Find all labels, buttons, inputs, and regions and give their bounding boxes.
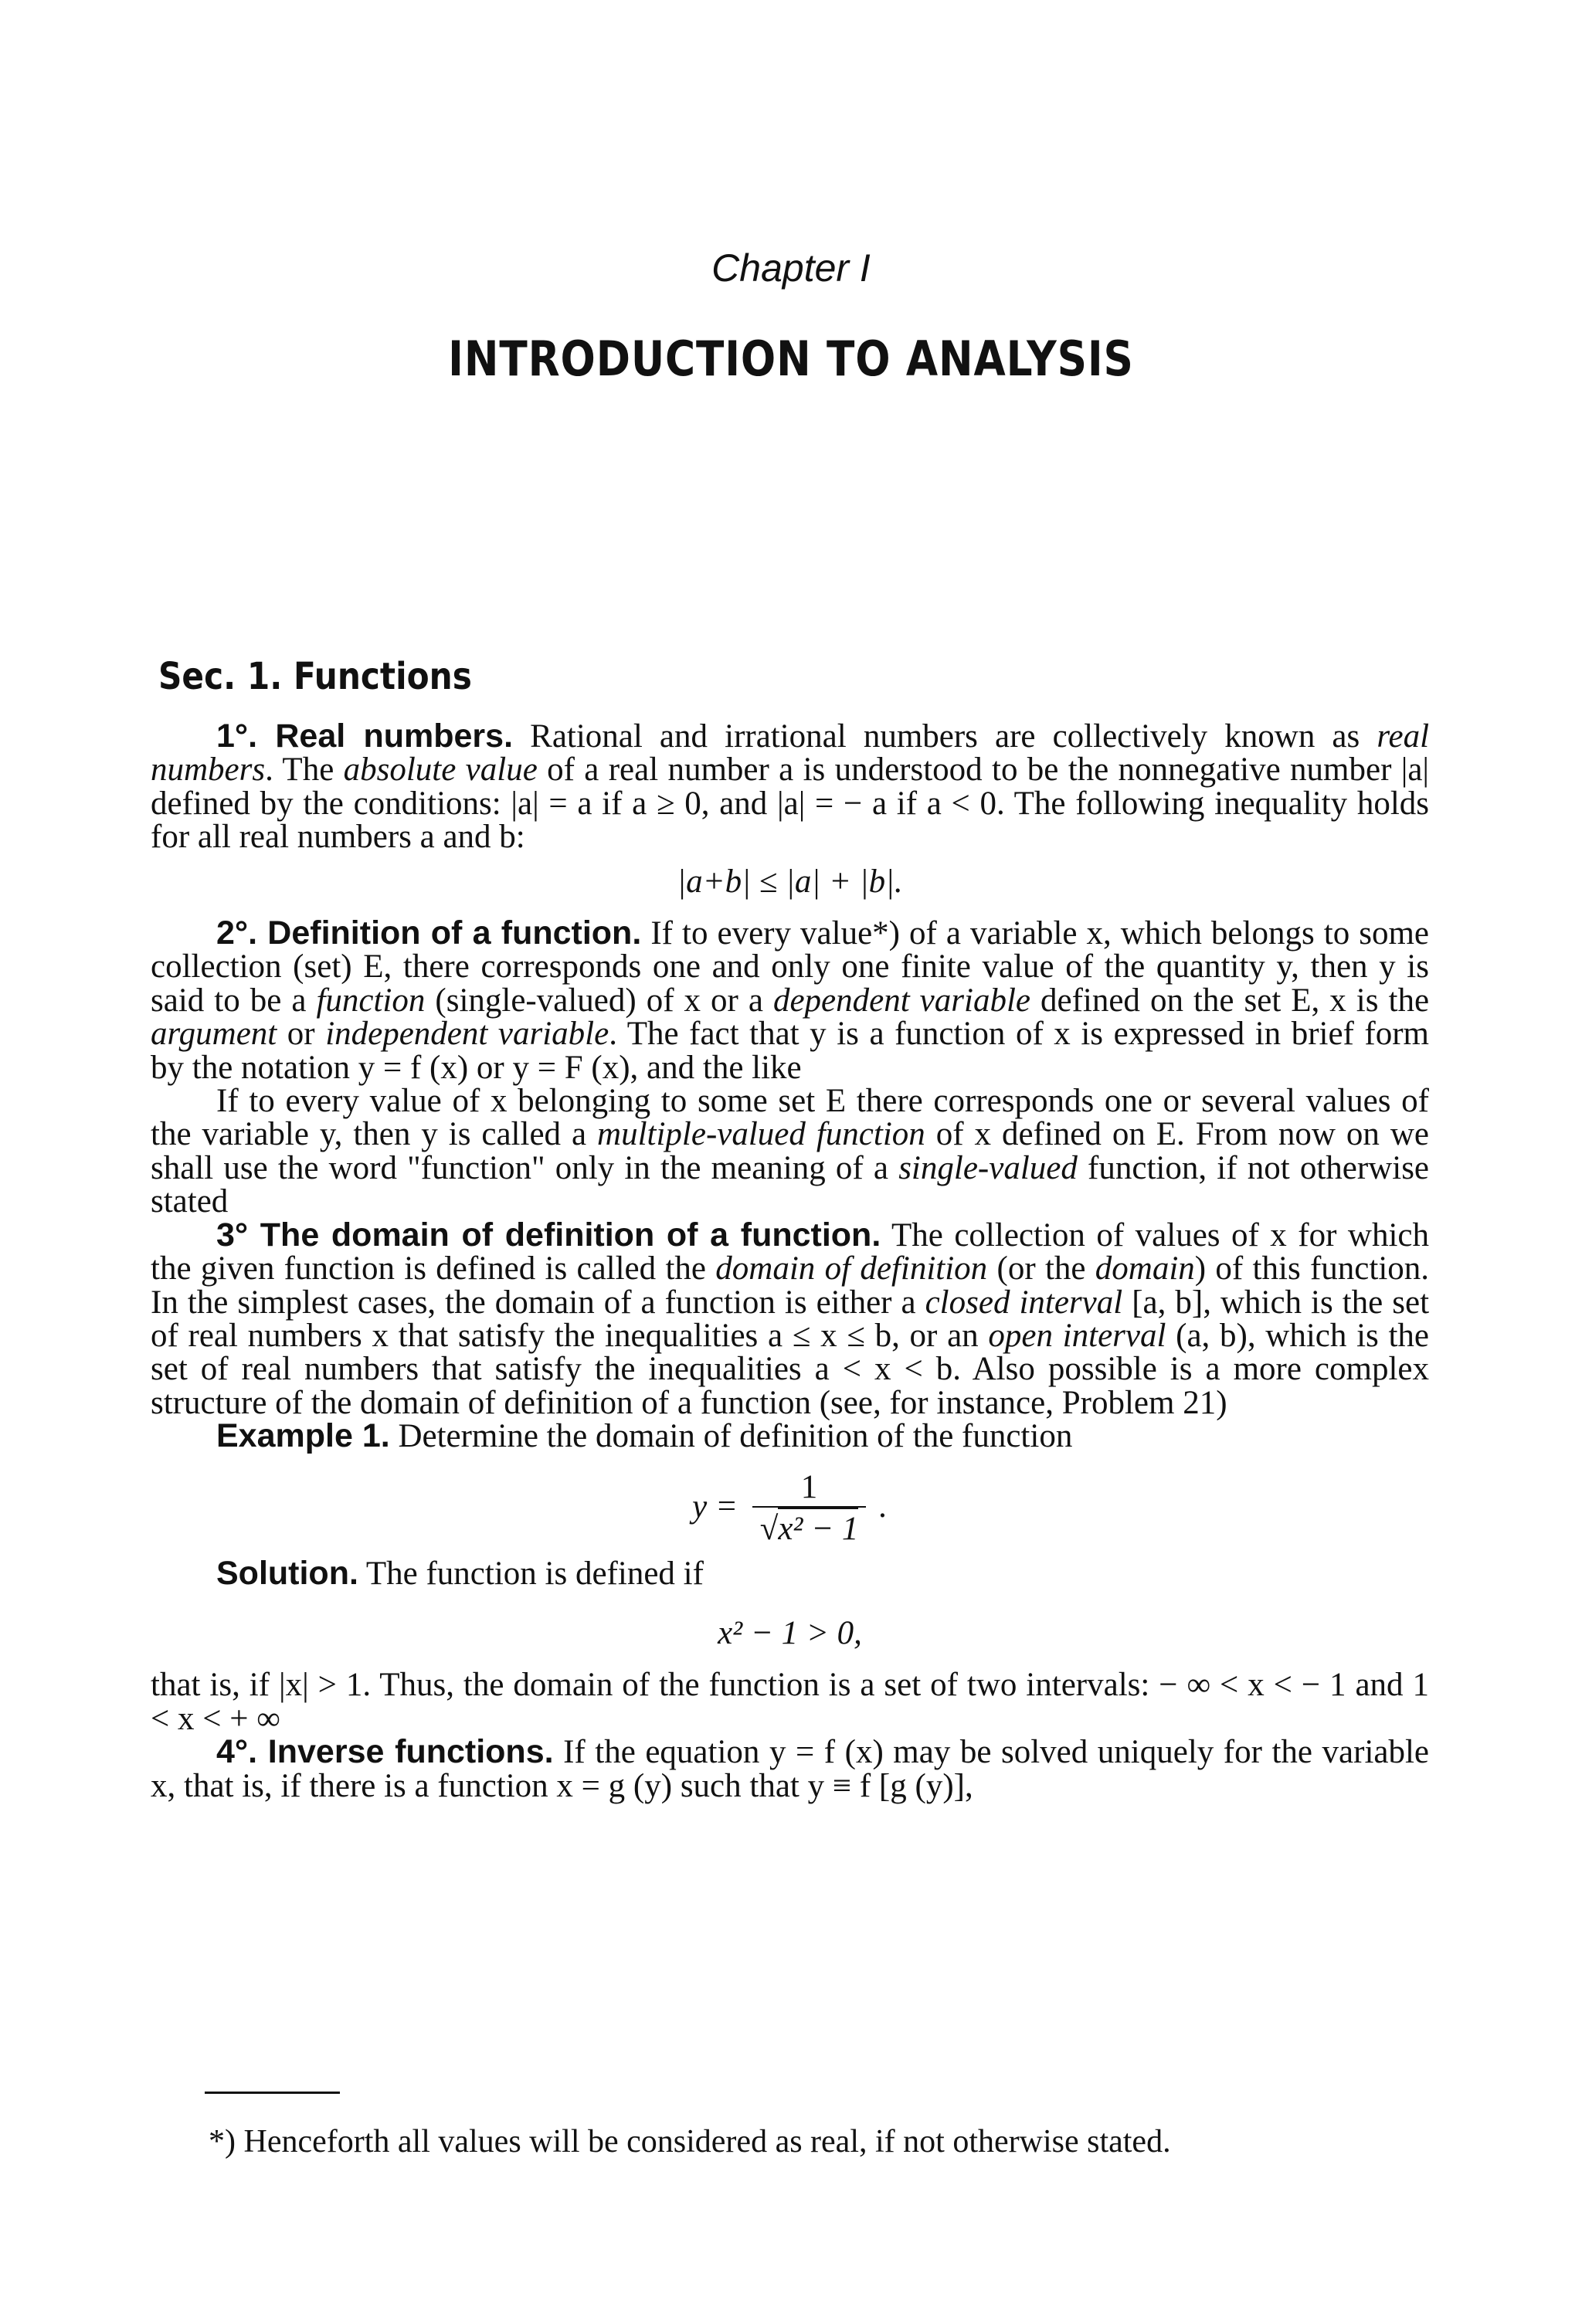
paragraph-definition-function: 2°. Definition of a function. If to every value*) of a variable x, which belongs to some collection (set) E, there corresponds one and only one finite value of the quantity y, then y is said to be a function (single-valued) of x or a dependent variable defined on the set E, x is the argument or independent variable. The fact that y is a function of x is expressed in brief form by the notation y = f (x) or y = F (x), and the like [151,914,1430,1086]
paragraph-solution: Solution. The function is defined if [216,1554,704,1592]
fraction-numerator: 1 [800,1468,818,1505]
paragraph-example: Example 1. Determine the domain of definition of the function [216,1417,1073,1455]
main-text [151,720,1429,1803]
paragraph-label: 1°. Real numbers. [216,718,514,755]
paragraph-domain-result: that is, if |x| > 1. Thus, the domain of the function is a set of two intervals: − ∞ < x < − 1 and 1 < x < + ∞ [151,1667,1429,1737]
formula-condition: x² − 1 > 0, [718,1614,862,1651]
formula-triangle-inequality: |a+b| ≤ |a| + |b|. [677,863,903,900]
footnote [174,2126,1429,2159]
term: multiple-valued function [597,1116,925,1153]
chapter-label: Chapter I [711,246,871,290]
paragraph-domain: 3° The domain of definition of a function. The collection of values of x for which the given function is defined is called the domain of definition (or the domain) of this function. In the simplest cases, the domain of a function is either a closed interval [a, b], which is the set of real numbers x that satisfy the inequalities a ≤ x ≤ b, or an open interval (a, b), which is the set of real numbers that satisfy the inequalities a < x < b. Also possible is a more complex structure of the domain of definition of a function (see, for instance, Problem 21) [151,1216,1430,1421]
term: closed interval [925,1284,1123,1321]
term: open interval [988,1317,1166,1354]
example-label: Example 1. [216,1417,390,1455]
sqrt-sign: √ [759,1510,779,1547]
footnote-text: *) Henceforth all values will be considered as real, if not otherwise stated. [209,2124,1171,2159]
section-title: Sec. 1. Functions [158,655,472,698]
term: single-valued [898,1149,1078,1186]
term: domain [1095,1250,1195,1288]
fraction [752,1469,867,1549]
term: absolute value [343,751,538,789]
footnote-divider [205,2092,340,2094]
paragraph-label: 2°. Definition of a function. [216,914,642,952]
term: dependent variable [772,982,1030,1019]
term: argument [151,1016,277,1053]
term: independent variable [325,1016,609,1053]
fraction-denominator [752,1506,867,1549]
solution-label: Solution. [216,1554,358,1592]
term: function [316,982,426,1019]
term: domain of definition [715,1250,988,1288]
formula-function: y = $\frac{1}{\text{√x² − 1}}$ . [151,1469,1429,1549]
paragraph-real-numbers: 1°. Real numbers. Rational and irrational numbers are collectively known as real numbers. The absolute value of a real number a is understood to be the nonnegative number |a| defined by the conditions: |a| = a if a ≥ 0, and |a| = − a if a < 0. The following inequality holds for all real numbers a and b: [151,718,1430,856]
paragraph-multiple-valued: If to every value of x belonging to some set E there corresponds one or several values of the variable y, then y is called a multiple-valued function of x defined on E. From now on we shall use the word "function" only in the meaning of a single-valued function, if not otherwise stated [151,1083,1430,1220]
paragraph-inverse-functions: 4°. Inverse functions. If the equation y = f (x) may be solved uniquely for the variable x, that is, if there is a function x = g (y) such that y ≡ f [g (y)], [151,1733,1430,1804]
term: real numbers [151,718,1430,789]
paragraph-label: 3° The domain of definition of a function. [216,1216,881,1254]
paragraph-label: 4°. Inverse functions. [216,1733,554,1771]
chapter-title: INTRODUCTION TO ANALYSIS [448,331,1134,387]
radicand: x² − 1 [778,1508,858,1549]
